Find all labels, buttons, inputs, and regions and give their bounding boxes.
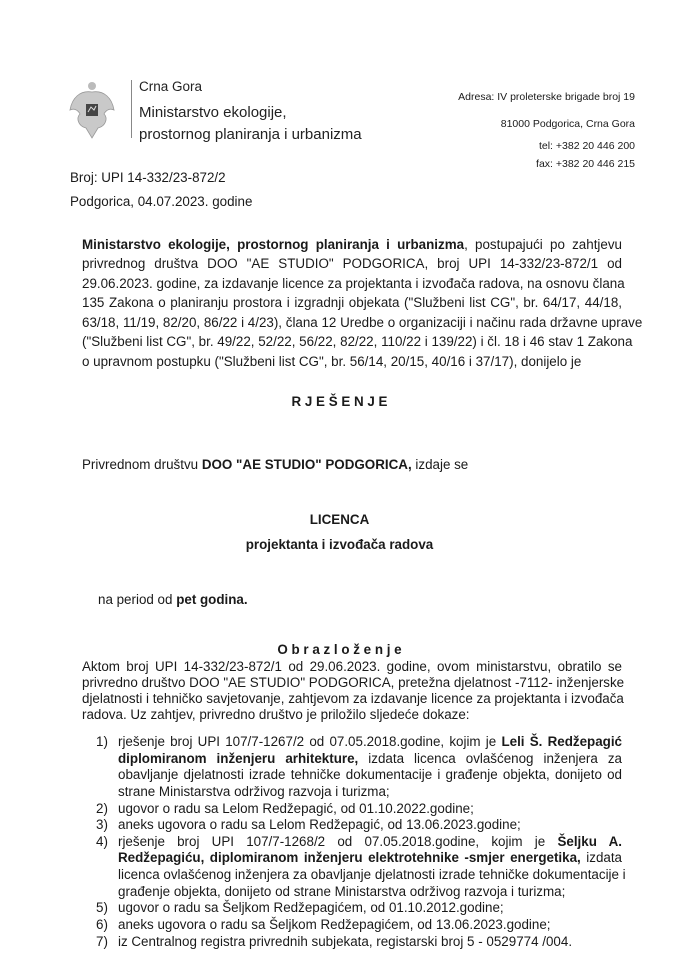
letterhead-ministry-line2: prostornog planiranja i urbanizma: [139, 126, 362, 143]
coat-of-arms-logo: [66, 80, 118, 142]
reference-date: Podgorica, 04.07.2023. godine: [70, 194, 253, 209]
decision-statement: [82, 457, 468, 472]
list-number: 6): [96, 917, 108, 932]
list-item: [118, 751, 622, 767]
engineer-title: diplomiranom inženjeru arhitekture,: [118, 751, 359, 766]
list-text: izdata: [580, 850, 623, 865]
period-value: pet godina.: [176, 592, 248, 607]
list-item: aneks ugovora o radu sa Lelom Redžepagić, od 13.06.2023.godine;: [118, 817, 521, 832]
reasoning-line: Aktom broj UPI 14-332/23-872/1 od 29.06.2023. godine, ovom ministarstvu, obratilo se: [82, 659, 622, 674]
list-number: 5): [96, 900, 108, 915]
address-line: Adresa: IV proleterske brigade broj 19: [458, 91, 635, 103]
list-text: rješenje broj UPI 107/7-1267/2 od 07.05.2018.godine, kojim je: [118, 734, 502, 749]
engineer-title: Redžepagiću, diplomiranom inženjeru elektrotehnike -smjer energetika,: [118, 850, 581, 865]
reasoning-title: O b r a z l o ž e n j e: [277, 642, 402, 657]
list-item: iz Centralnog registra privrednih subjekata, registarski broj 5 - 0529774 /004.: [118, 934, 573, 949]
intro-ministry-name: Ministarstvo ekologije, prostornog planiranja i urbanizma: [82, 237, 465, 252]
period-prefix: na period od: [98, 592, 177, 607]
licence-period: [98, 592, 248, 607]
engineer-name: Leli Š. Redžepagić: [501, 734, 623, 749]
list-text: izdata licenca ovlašćenog inženjera za: [358, 751, 622, 766]
intro-line: privrednog društva DOO "AE STUDIO" PODGORICA, broj UPI 14-332/23-872/1 od: [82, 256, 622, 271]
address-tel: tel: +382 20 446 200: [538, 140, 635, 152]
intro-line: ("Službeni list CG", br. 49/22, 52/22, 56/22, 82/22, 110/22 i 139/22) i čl. 18 i 46 stav 1 Zakona: [82, 334, 633, 349]
decision-prefix: Privrednom društvu: [82, 457, 202, 472]
list-item: [118, 734, 622, 750]
list-number: 7): [96, 934, 108, 949]
list-item: ugovor o radu sa Lelom Redžepagić, od 01.10.2022.godine;: [118, 801, 474, 816]
engineer-name: Šeljku A.: [557, 834, 623, 849]
address-city: 81000 Podgorica, Crna Gora: [500, 118, 635, 130]
reference-number: Broj: UPI 14-332/23-872/2: [70, 170, 226, 185]
intro-line: 63/18, 11/19, 82/20, 86/22 i 4/23), člana 12 Uredbe o organizaciji i načinu rada državne uprave: [82, 315, 643, 330]
list-item: građenje objekta, donijeto od strane Ministarstva održivog razvoja i turizma;: [118, 884, 566, 899]
list-number: 4): [96, 834, 108, 849]
reasoning-line: radova. Uz zahtjev, privredno društvo je priložilo sljedeće dokaze:: [82, 707, 470, 722]
decision-title: R J E Š E N J E: [291, 394, 388, 409]
licence-title: LICENCA: [309, 512, 370, 527]
address-fax: fax: +382 20 446 215: [536, 158, 635, 170]
list-item: strane Ministarstva održivog razvoja i turizma;: [118, 784, 390, 799]
reasoning-line: djelatnosti i tehničko savjetovanje, zahtjevom za izdavanje licence za projektanta i izvođača: [82, 691, 624, 706]
intro-line: , postupajući po zahtjevu: [464, 237, 622, 252]
decision-suffix: izdaje se: [411, 457, 469, 472]
letterhead-country: Crna Gora: [139, 79, 203, 94]
intro-line: 135 Zakona o planiranju prostora i izgradnji objekata ("Službeni list CG", br. 64/17, 44/18,: [82, 295, 622, 310]
list-item: [118, 850, 622, 866]
intro-line: o upravnom postupku ("Službeni list CG", br. 56/14, 20/15, 40/16 i 37/17), donijelo je: [82, 354, 582, 369]
list-number: 2): [96, 801, 108, 816]
list-item: ugovor o radu sa Šeljkom Redžepagićem, od 01.10.2012.godine;: [118, 900, 504, 915]
decision-company: DOO "AE STUDIO" PODGORICA,: [201, 457, 412, 472]
list-item: aneks ugovora o radu sa Šeljkom Redžepagićem, od 13.06.2023.godine;: [118, 917, 551, 932]
list-number: 3): [96, 817, 108, 832]
letterhead-divider: [131, 80, 132, 138]
list-item: [118, 834, 622, 850]
intro-line: 29.06.2023. godine, za izdavanje licence za projektanta i izvođača radova, na osnovu člana: [82, 276, 625, 291]
list-text: rješenje broj UPI 107/7-1268/2 od 07.05.2018.godine, kojim je: [118, 834, 558, 849]
list-item: licenca ovlašćenog inženjera za obavljanje djelatnosti izrade tehničke dokumentacije i: [118, 867, 626, 882]
list-item: obavljanje djelatnosti izrade tehničke dokumentacije i građenje objekta, donijeto od: [118, 767, 622, 782]
reasoning-line: privredno društvo DOO "AE STUDIO" PODGORICA, pretežna djelatnost -7112- inženjerske: [82, 675, 625, 690]
list-number: 1): [96, 734, 108, 749]
letterhead-ministry-line1: Ministarstvo ekologije,: [139, 104, 287, 121]
licence-subtitle: projektanta i izvođača radova: [245, 537, 434, 552]
